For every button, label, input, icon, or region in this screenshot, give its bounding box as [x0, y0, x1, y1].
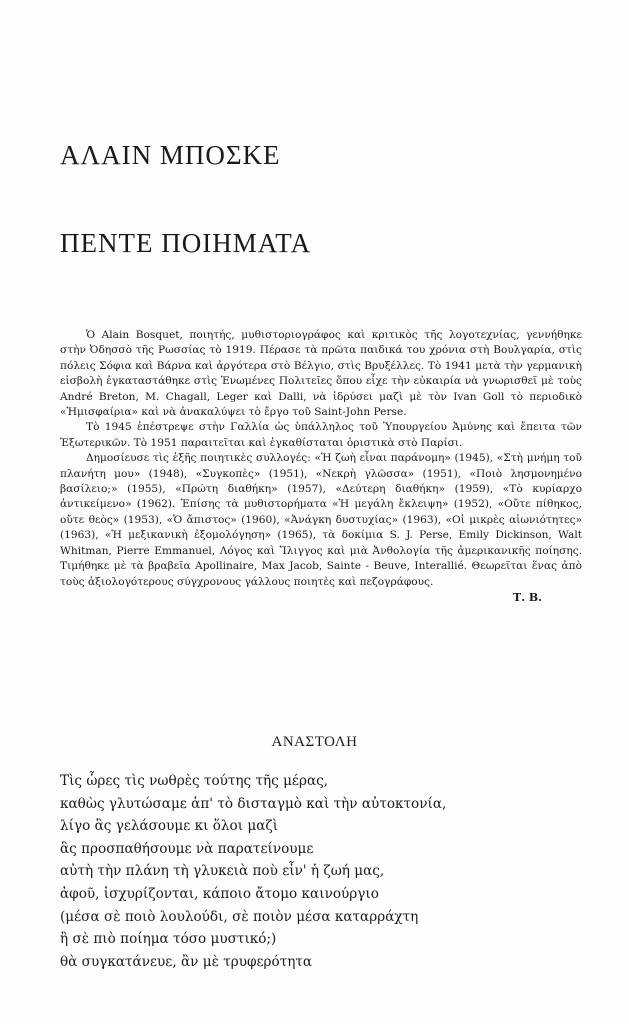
poem-line: θὰ συγκατάνευε, ἂν μὲ τρυφερότητα [60, 953, 313, 970]
poem-line: ἀφοῦ, ἰσχυρίζονται, κάποιο ἄτομο καινούργιο [60, 885, 379, 902]
author-initials: Τ. Β. [513, 590, 542, 604]
bio-paragraph: Τὸ 1945 ἐπέστρεψε στὴν Γαλλία ὡς ὑπάλληλος τοῦ Ὑπουργείου Ἀμύνης καὶ ἔπειτα τῶν Ἐξωτερικῶν. Τὸ 1951 παραιτεῖται καὶ ἐγκαθίσταται ὁριστικὰ στὸ Παρίσι. [60, 421, 582, 449]
bio-paragraph: Δημοσίευσε τὶς ἑξῆς ποιητικὲς συλλογές: «Ἡ ζωὴ εἶναι παράνομη» (1945), «Στὴ μνήμη τοῦ πλανήτη μου» (1948), «Συγκοπὲς» (1951), «Νεκρὴ γλῶσσα» (1951), «Ποιὸ λησμονημένο βασίλειο;» (1955), «Πρώτη διαθήκη» (1957), «Δεύτερη διαθήκη» (1959), «Τὸ κυρίαρχο ἀντικείμενο» (1962). Ἐπίσης τὰ μυθιστορήματα «Ἡ μεγάλη ἔκλειψη» (1952), «Οὔτε πίθηκος, οὔτε θεὸς» (1953), «Ὁ ἄπιστος» (1960), «Ἀνάγκη δυστυχίας» (1963), «Οἱ μικρὲς αἰωνιότητες» (1963), «Ἡ μεξικανικὴ ἐξομολόγηση» (1965), τὰ δοκίμια S. J. Perse, Emily Dickinson, Walt Whitman, Pierre Emmanuel, Λόγος καὶ Ἴλιγγος καὶ μιὰ Ἀνθολογία τῆς ἀμερικανικῆς ποίησης. Τιμήθηκε μὲ τὰ βραβεῖα Apollinaire, Max Jacob, Sainte - Beuve, Interallié. Θεωρεῖται ἕνας ἀπὸ τοὺς ἀξιολογότερους σύγχρονους γάλλους ποιητὲς καὶ πεζογράφους. [60, 452, 582, 588]
poem-line: λίγο ἃς γελάσουμε κι ὅλοι μαζὶ [60, 818, 279, 835]
poem-line: Τὶς ὧρες τὶς νωθρὲς τούτης τῆς μέρας, [60, 773, 329, 789]
poem-line: αὐτὴ τὴν πλάνη τὴ γλυκειὰ ποὺ εἶν' ἡ ζωή μας, [60, 863, 385, 880]
poem-title: ΑΝΑΣΤΟΛΗ [271, 734, 358, 750]
poem-line: ἢ σὲ πιὸ ποίημα τόσο μυστικό;) [60, 931, 277, 948]
poem-line: ἃς προσπαθήσουμε νὰ παρατείνουμε [60, 840, 314, 857]
poem-body [60, 770, 600, 973]
poem-line: (μέσα σὲ ποιὸ λουλούδι, σὲ ποιὸν μέσα καταρράχτη [60, 908, 419, 925]
author-name: ΑΛΑΙΝ ΜΠΟΣΚΕ [60, 140, 281, 170]
author-biography [60, 328, 582, 605]
bio-paragraph: Ὁ Alain Bosquet, ποιητής, μυθιστοριογράφος καὶ κριτικὸς τῆς λογοτεχνίας, γεννήθηκε στὴν Ὀδησσὸ τῆς Ρωσσίας τὸ 1919. Πέρασε τὰ πρῶτα παιδικά του χρόνια στὴ Βουλγαρία, στὶς πόλεις Σόφια καὶ Βάρνα καὶ ἀργότερα στὸ Βέλγιο, στὶς Βρυξέλλες. Τὸ 1941 μετὰ τὴν γερμανικὴ εἰσβολὴ ἐγκαταστάθηκε στὶς Ἑνωμένες Πολιτεῖες ὅπου εἶχε τὴν εὐκαιρία νὰ γνωρισθεῖ μὲ τοὺς André Breton, M. Chagall, Leger καὶ Dalli, νὰ ἱδρύσει μαζὶ μὲ τὸν Ivan Goll τὸ περιοδικὸ «Ἡμισφαίρια» καὶ νὰ ἀνακαλύψει τὸ ἔργο τοῦ Saint-John Perse. [60, 329, 582, 419]
collection-title: ΠΕΝΤΕ ΠΟΙΗΜΑΤΑ [60, 228, 312, 258]
poem-line: καθὼς γλυτώσαμε ἀπ' τὸ δισταγμὸ καὶ τὴν αὐτοκτονία, [60, 795, 447, 812]
